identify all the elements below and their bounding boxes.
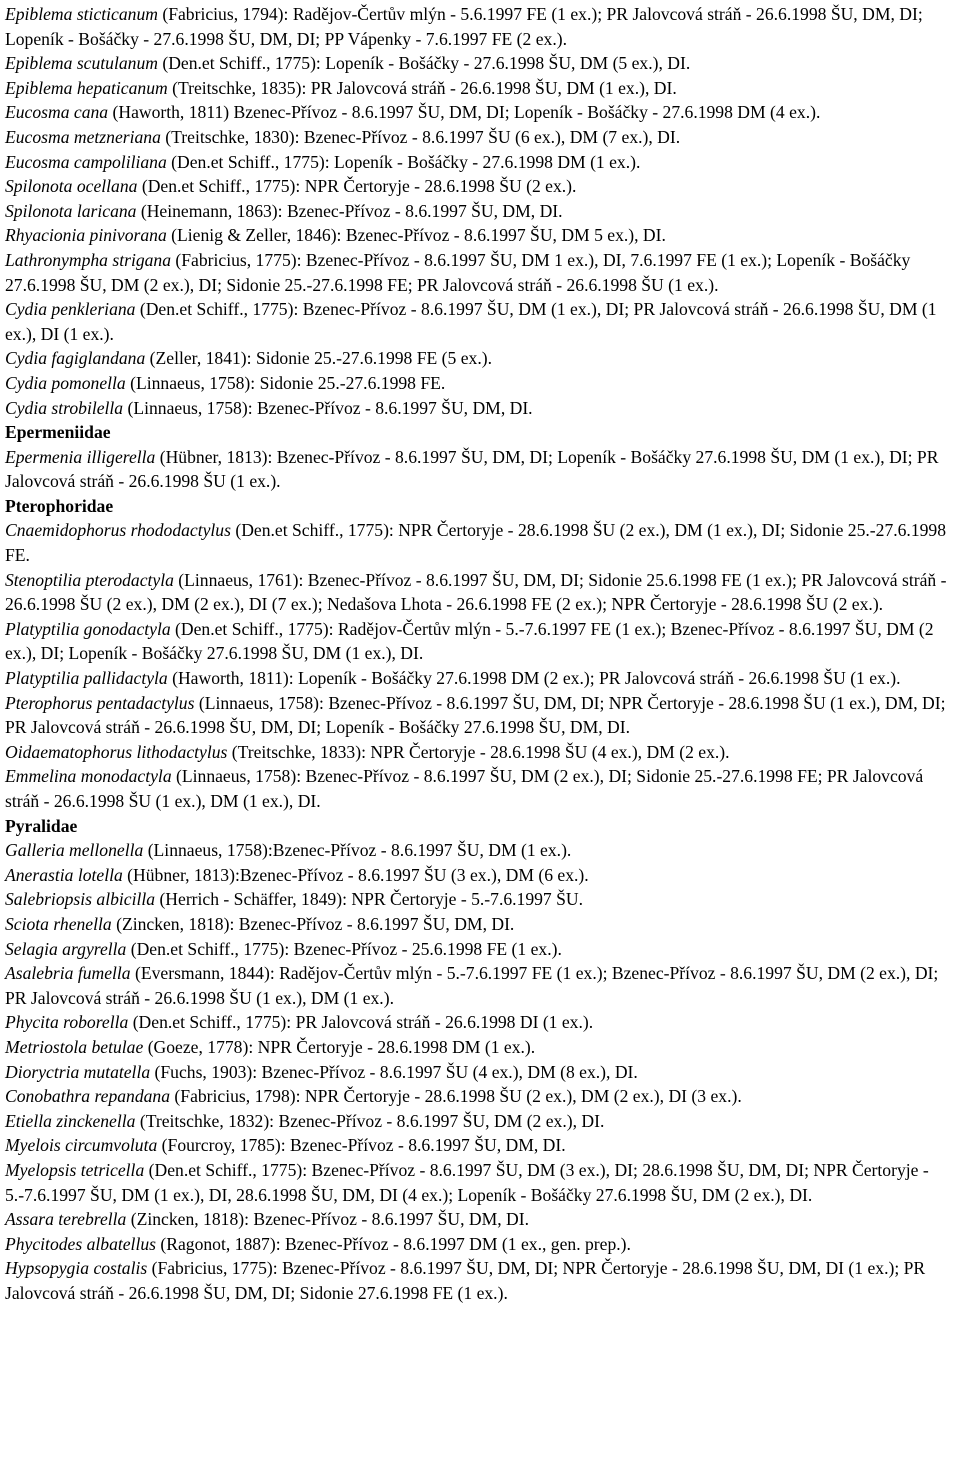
species-name: Eucosma campoliliana [5, 151, 167, 172]
species-record [5, 51, 956, 76]
species-name: Epiblema hepaticanum [5, 77, 168, 98]
record-details: (Den.et Schiff., 1775): Lopeník - Bošáčky - 27.6.1998 DM (1 ex.). [166, 151, 641, 172]
species-record [5, 76, 956, 101]
record-details: (Den.et Schiff., 1775): NPR Čertoryje - 28.6.1998 ŠU (2 ex.). [137, 176, 577, 197]
species-name: Emmelina monodactyla [5, 766, 172, 787]
record-details: (Fabricius, 1794): Radějov-Čertův mlýn - 5.6.1997 FE (1 ex.); PR Jalovcová stráň - 26.6.1998 ŠU, DM, DI; Lopeník - Bošáčky - 27.6.1998 ŠU, DM, DI; PP Vápenky - 7.6.1997 FE (2 ex.). [5, 4, 923, 49]
record-details: (Fourcroy, 1785): Bzenec-Přívoz - 8.6.1997 ŠU, DM, DI. [157, 1135, 566, 1156]
species-record [5, 1133, 956, 1158]
record-details: (Herrich - Schäffer, 1849): NPR Čertoryje - 5.-7.6.1997 ŠU. [155, 889, 584, 910]
record-details: (Den.et Schiff., 1775): Radějov-Čertův mlýn - 5.-7.6.1997 FE (1 ex.); Bzenec-Přívoz - 8.6.1997 ŠU, DM (2 ex.), DI; Lopeník - Bošáčky 27.6.1998 ŠU, DM (1 ex.), DI. [5, 618, 934, 664]
record-details: (Den.et Schiff., 1775): Bzenec-Přívoz - 8.6.1997 ŠU, DM (3 ex.), DI; 28.6.1998 ŠU, DM, DI; NPR Čertoryje - 5.-7.6.1997 ŠU, DM (1 ex.), DI, 28.6.1998 ŠU, DM, DI (4 ex.); Lopeník - Bošáčky 27.6.1998 ŠU, DM (2 ex.), DI. [5, 1159, 929, 1205]
species-record [5, 691, 956, 740]
species-record [5, 2, 956, 51]
record-details: (Haworth, 1811): Lopeník - Bošáčky 27.6.1998 DM (2 ex.); PR Jalovcová stráň - 26.6.1998 ŠU (1 ex.). [167, 668, 901, 689]
record-details: (Linnaeus, 1761): Bzenec-Přívoz - 8.6.1997 ŠU, DM, DI; Sidonie 25.6.1998 FE (1 ex.); PR Jalovcová stráň - 26.6.1998 ŠU (2 ex.), DM (2 ex.), DI (7 ex.); Nedašova Lhota - 26.6.1998 FE (2 ex.); NPR Čertoryje - 28.6.1998 ŠU (2 ex.). [5, 569, 947, 615]
species-record [5, 666, 956, 691]
species-name: Phycitodes albatellus [5, 1233, 156, 1254]
species-name: Pterophorus pentadactylus [5, 692, 195, 713]
species-name: Lathronympha strigana [5, 249, 172, 270]
species-record [5, 568, 956, 617]
species-record [5, 1232, 956, 1257]
species-record [5, 740, 956, 765]
species-record [5, 396, 956, 421]
species-record [5, 617, 956, 666]
record-details: (Fuchs, 1903): Bzenec-Přívoz - 8.6.1997 ŠU (4 ex.), DM (8 ex.), DI. [150, 1061, 638, 1082]
species-name: Selagia argyrella [5, 938, 127, 959]
family-heading: Pterophoridae [5, 495, 114, 516]
species-record [5, 937, 956, 962]
species-name: Phycita roborella [5, 1012, 129, 1033]
record-details: (Lienig & Zeller, 1846): Bzenec-Přívoz - 8.6.1997 ŠU, DM 5 ex.), DI. [166, 225, 666, 246]
species-record [5, 223, 956, 248]
record-details: (Hübner, 1813): Bzenec-Přívoz - 8.6.1997 ŠU, DM, DI; Lopeník - Bošáčky 27.6.1998 ŠU, DM (1 ex.), DI; PR Jalovcová stráň - 26.6.1998 ŠU (1 ex.). [5, 446, 939, 492]
species-record [5, 346, 956, 371]
species-record [5, 1207, 956, 1232]
species-record [5, 248, 956, 297]
species-name: Asalebria fumella [5, 963, 131, 984]
species-name: Epiblema sticticanum [5, 4, 158, 24]
species-name: Anerastia lotella [5, 864, 123, 885]
species-record [5, 764, 956, 813]
species-name: Conobathra repandana [5, 1086, 171, 1107]
record-details: (Fabricius, 1775): Bzenec-Přívoz - 8.6.1997 ŠU, DM, DI; NPR Čertoryje - 28.6.1998 ŠU, DM, DI (1 ex.); PR Jalovcová stráň - 26.6.1998 ŠU, DM, DI; Sidonie 27.6.1998 FE (1 ex.). [5, 1258, 926, 1303]
record-details: (Fabricius, 1798): NPR Čertoryje - 28.6.1998 ŠU (2 ex.), DM (2 ex.), DI (3 ex.). [170, 1086, 742, 1107]
record-details: (Goeze, 1778): NPR Čertoryje - 28.6.1998 DM (1 ex.). [143, 1036, 536, 1057]
species-name: Oidaematophorus lithodactylus [5, 741, 228, 762]
species-name: Assara terebrella [5, 1209, 127, 1230]
species-record [5, 863, 956, 888]
species-name: Etiella zinckenella [5, 1110, 136, 1131]
species-record [5, 1158, 956, 1207]
record-details: (Linnaeus, 1758): Sidonie 25.-27.6.1998 FE. [125, 372, 446, 393]
species-record [5, 1109, 956, 1134]
species-name: Galleria mellonella [5, 840, 144, 861]
species-name: Stenoptilia pterodactyla [5, 569, 174, 590]
record-details: (Den.et Schiff., 1775): PR Jalovcová stráň - 26.6.1998 DI (1 ex.). [128, 1012, 594, 1033]
record-details: (Treitschke, 1832): Bzenec-Přívoz - 8.6.1997 ŠU, DM (2 ex.), DI. [135, 1110, 605, 1131]
species-name: Myelois circumvoluta [5, 1135, 158, 1156]
species-name: Cydia fagiglandana [5, 348, 146, 369]
species-name: Myelopsis tetricella [5, 1159, 145, 1180]
species-name: Eucosma metzneriana [5, 126, 161, 147]
record-details: (Eversmann, 1844): Radějov-Čertův mlýn - 5.-7.6.1997 FE (1 ex.); Bzenec-Přívoz - 8.6.1997 ŠU, DM (2 ex.), DI; PR Jalovcová stráň - 26.6.1998 ŠU (1 ex.), DM (1 ex.). [5, 963, 939, 1008]
record-details: (Zincken, 1818): Bzenec-Přívoz - 8.6.1997 ŠU, DM, DI. [126, 1209, 529, 1230]
family-heading: Pyralidae [5, 815, 78, 836]
species-record [5, 125, 956, 150]
species-record [5, 199, 956, 224]
species-name: Hypsopygia costalis [5, 1258, 148, 1279]
species-record [5, 1035, 956, 1060]
record-details: (Den.et Schiff., 1775): Lopeník - Bošáčky - 27.6.1998 ŠU, DM (5 ex.), DI. [157, 53, 691, 74]
species-record [5, 445, 956, 494]
record-details: (Linnaeus, 1758): Bzenec-Přívoz - 8.6.1997 ŠU, DM, DI. [123, 397, 533, 418]
species-record [5, 1256, 956, 1305]
species-name: Salebriopsis albicilla [5, 889, 156, 910]
record-details: (Hübner, 1813):Bzenec-Přívoz - 8.6.1997 ŠU (3 ex.), DM (6 ex.). [122, 864, 589, 885]
record-details: (Treitschke, 1835): PR Jalovcová stráň - 26.6.1998 ŠU, DM (1 ex.), DI. [167, 77, 677, 98]
species-record [5, 174, 956, 199]
species-record [5, 1060, 956, 1085]
species-record [5, 1084, 956, 1109]
species-record [5, 150, 956, 175]
species-record [5, 518, 956, 567]
record-details: (Haworth, 1811) Bzenec-Přívoz - 8.6.1997 ŠU, DM, DI; Lopeník - Bošáčky - 27.6.1998 DM (4 ex.). [108, 102, 821, 123]
record-details: (Treitschke, 1833): NPR Čertoryje - 28.6.1998 ŠU (4 ex.), DM (2 ex.). [227, 741, 730, 762]
species-name: Rhyacionia pinivorana [5, 225, 167, 246]
species-name: Spilonota ocellana [5, 176, 138, 197]
record-details: (Linnaeus, 1758): Bzenec-Přívoz - 8.6.1997 ŠU, DM, DI; NPR Čertoryje - 28.6.1998 ŠU (1 ex.), DM, DI; PR Jalovcová stráň - 26.6.1998 ŠU, DM, DI; Lopeník - Bošáčky 27.6.1998 ŠU, DM, DI. [5, 692, 946, 738]
species-name: Cnaemidophorus rhododactylus [5, 520, 231, 541]
record-details: (Heinemann, 1863): Bzenec-Přívoz - 8.6.1997 ŠU, DM, DI. [136, 200, 563, 221]
species-name: Eucosma cana [5, 102, 109, 123]
species-record [5, 1010, 956, 1035]
species-record [5, 100, 956, 125]
record-details: (Den.et Schiff., 1775): Bzenec-Přívoz - 25.6.1998 FE (1 ex.). [126, 938, 562, 959]
species-name: Epermenia illigerella [5, 446, 156, 467]
species-record [5, 961, 956, 1010]
record-details: (Den.et Schiff., 1775): NPR Čertoryje - 28.6.1998 ŠU (2 ex.), DM (1 ex.), DI; Sidonie 25.-27.6.1998 FE. [5, 520, 947, 566]
species-name: Metriostola betulae [5, 1036, 144, 1057]
record-details: (Fabricius, 1775): Bzenec-Přívoz - 8.6.1997 ŠU, DM 1 ex.), DI, 7.6.1997 FE (1 ex.); Lopeník - Bošáčky 27.6.1998 ŠU, DM (2 ex.), DI; Sidonie 25.-27.6.1998 FE; PR Jalovcová stráň - 26.6.1998 ŠU (1 ex.). [5, 249, 911, 295]
species-record [5, 297, 956, 346]
species-name: Platyptilia gonodactyla [5, 618, 171, 639]
family-heading: Epermeniidae [5, 422, 111, 443]
species-name: Spilonota laricana [5, 200, 137, 221]
record-details: (Treitschke, 1830): Bzenec-Přívoz - 8.6.1997 ŠU (6 ex.), DM (7 ex.), DI. [160, 126, 681, 147]
species-name: Cydia strobilella [5, 397, 124, 418]
species-name: Platyptilia pallidactyla [5, 668, 168, 689]
species-name: Cydia pomonella [5, 372, 126, 393]
record-details: (Ragonot, 1887): Bzenec-Přívoz - 8.6.1997 DM (1 ex., gen. prep.). [155, 1233, 631, 1254]
species-name: Cydia penkleriana [5, 299, 136, 320]
record-details: (Linnaeus, 1758):Bzenec-Přívoz - 8.6.1997 ŠU, DM (1 ex.). [143, 840, 572, 861]
species-name: Sciota rhenella [5, 913, 112, 934]
record-details: (Den.et Schiff., 1775): Bzenec-Přívoz - 8.6.1997 ŠU, DM (1 ex.), DI; PR Jalovcová stráň - 26.6.1998 ŠU, DM (1 ex.), DI (1 ex.). [5, 299, 937, 344]
record-details: (Zeller, 1841): Sidonie 25.-27.6.1998 FE (5 ex.). [145, 348, 492, 369]
record-details: (Linnaeus, 1758): Bzenec-Přívoz - 8.6.1997 ŠU, DM (2 ex.), DI; Sidonie 25.-27.6.1998 FE; PR Jalovcová stráň - 26.6.1998 ŠU (1 ex.), DM (1 ex.), DI. [5, 766, 924, 811]
species-record [5, 371, 956, 396]
species-record [5, 838, 956, 863]
record-details: (Zincken, 1818): Bzenec-Přívoz - 8.6.1997 ŠU, DM, DI. [111, 913, 515, 934]
species-name: Epiblema scutulanum [5, 53, 158, 74]
species-name: Dioryctria mutatella [5, 1061, 151, 1082]
species-record [5, 912, 956, 937]
species-record [5, 887, 956, 912]
